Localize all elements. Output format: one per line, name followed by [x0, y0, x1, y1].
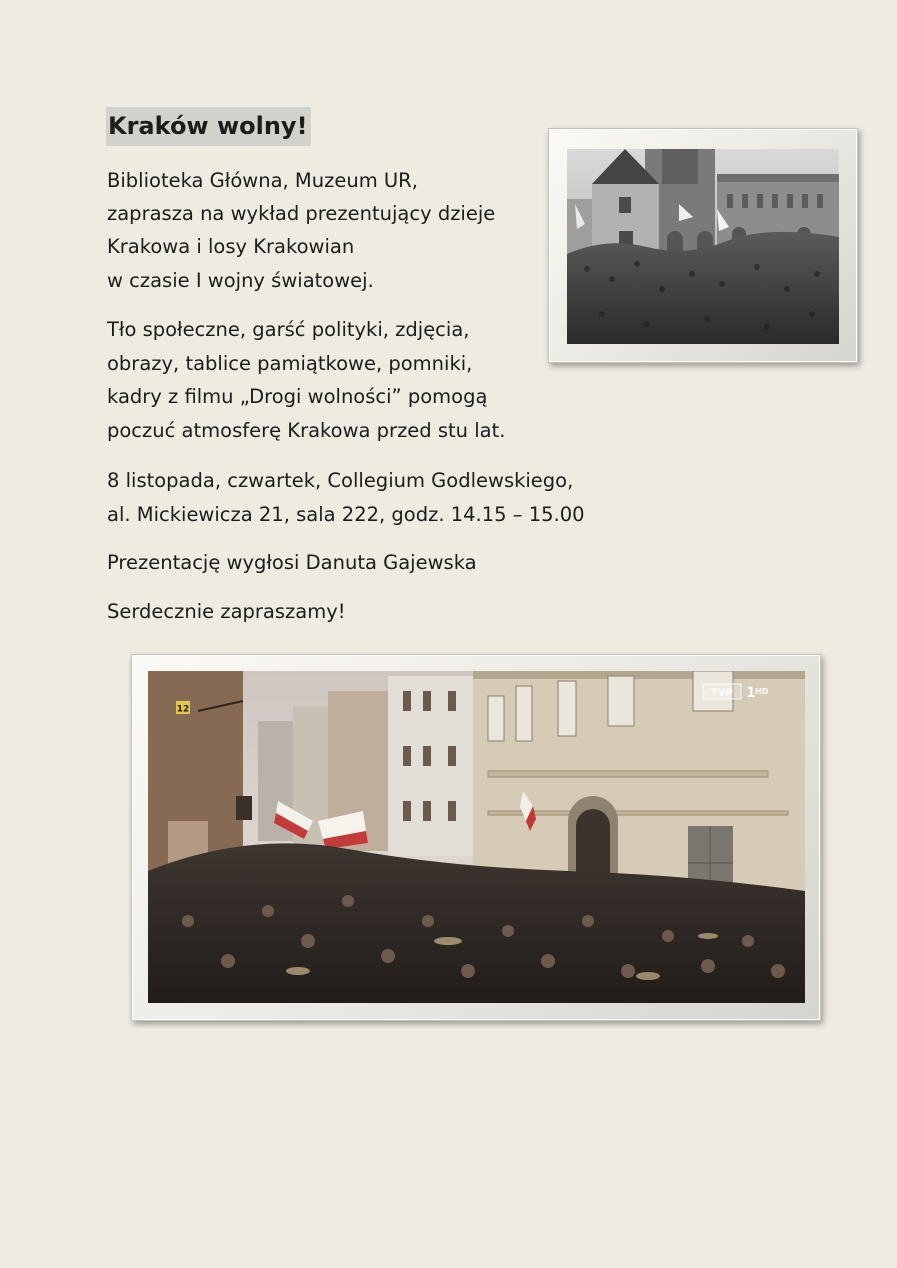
age-rating-text: 12 — [176, 704, 190, 715]
film-still-frame — [131, 654, 821, 1021]
event-date-venue: 8 listopada, czwartek, Collegium Godlewskiego, — [107, 469, 574, 492]
description-line: poczuć atmosferę Krakowa przed stu lat. — [107, 419, 506, 442]
closing-line: Serdecznie zapraszamy! — [107, 600, 346, 623]
intro-line: w czasie I wojny światowej. — [107, 269, 374, 292]
historical-photo-frame — [548, 128, 858, 363]
event-address-time: al. Mickiewicza 21, sala 222, godz. 14.15 – 15.00 — [107, 503, 585, 526]
film-still — [148, 671, 805, 1003]
description-line: obrazy, tablice pamiątkowe, pomniki, — [107, 352, 473, 375]
intro-line: Biblioteka Główna, Muzeum UR, — [107, 169, 418, 192]
intro-line: zaprasza na wykład prezentujący dzieje — [107, 202, 496, 225]
speaker-line: Prezentację wygłosi Danuta Gajewska — [107, 551, 477, 574]
channel-logo-text: TVP — [711, 687, 733, 699]
page-title: Kraków wolny! — [106, 107, 311, 146]
description-line: Tło społeczne, garść polityki, zdjęcia, — [107, 318, 470, 341]
historical-photo — [567, 149, 839, 344]
description-line: kadry z filmu „Drogi wolności” pomogą — [107, 385, 488, 408]
channel-number: 1 — [746, 685, 756, 701]
hd-badge: HD — [755, 687, 769, 696]
intro-line: Krakowa i losy Krakowian — [107, 235, 355, 258]
